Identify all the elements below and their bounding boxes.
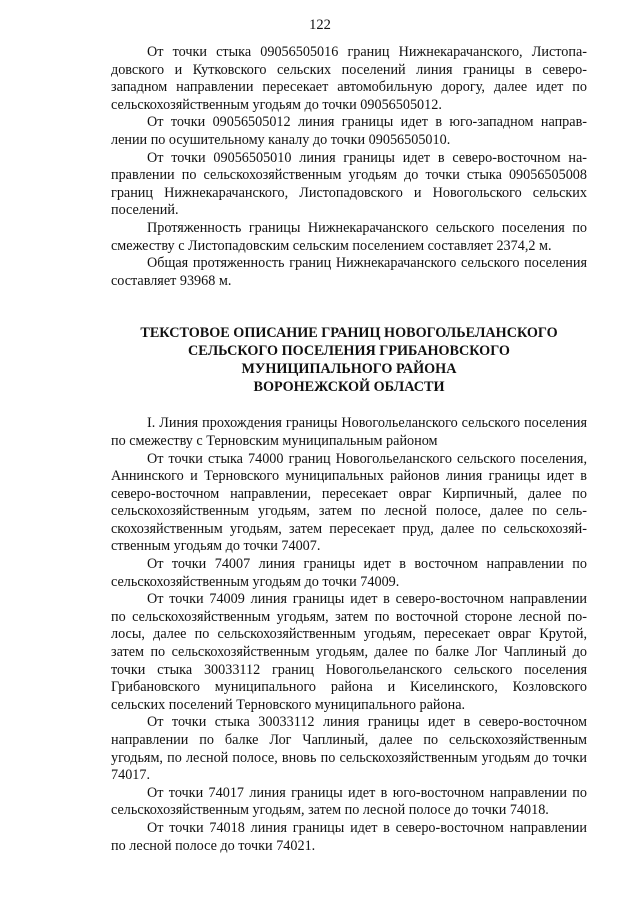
heading-line-1: ТЕКСТОВОЕ ОПИСАНИЕ ГРАНИЦ НОВОГОЛЬЕЛАНСКОГО <box>140 325 558 342</box>
paragraph-5: Общая протяженность границ Нижнекарачанского сельского поселения составляет 93968 м. <box>111 255 587 289</box>
paragraph-7: От точки стыка 74000 границ Новогольеланского сельского поселения, Аннинского и Терновского муниципальных районов линия границы идет в северо-восточном направлении, пересекает овраг Кирпичный, далее по сельскохозяйственным угодьям, затем по лесной полосе, далее по сельскохозяйственным угодьям, затем пересекает пруд, далее по сельскохозяйственным угодьям до точки 74007. <box>111 450 587 555</box>
paragraph-12: От точки 74018 линия границы идет в северо-восточном направлении по лесной полосе до точки 74021. <box>111 819 587 854</box>
paragraph-11: От точки 74017 линия границы идет в юго-восточном направлении по сельскохозяйственным угодьям, затем по лесной полосе до точки 74018. <box>111 784 587 819</box>
page-number: 122 <box>309 17 331 33</box>
paragraph-6: I. Линия прохождения границы Новогольеланского сельского поселения по смежеству с Терновским муниципальным районом <box>111 415 587 449</box>
heading-line-3: МУНИЦИПАЛЬНОГО РАЙОНА <box>241 361 457 378</box>
paragraph-9: От точки 74009 линия границы идет в северо-восточном направлении по сельскохозяйственным угодьям, затем по восточной стороне лесной полосы, далее по сельскохозяйственным угодьям, пересекает овраг Крутой, затем по сельскохозяйственным угодьям, далее по балке Лог Чаплиный до точки стыка 30033112 границ Новогольеланского сельского поселения Грибановского муниципального района и Киселинского, Козловского сельских поселений Терновского муниципального района. <box>111 591 587 713</box>
paragraph-3: От точки 09056505010 линия границы идет в северо-восточном направлении по сельскохозяйственным угодьям до точки стыка 09056505008 границ Нижнекарачанского, Листопадовского и Новогольского сельских поселений. <box>111 149 587 219</box>
document-body <box>111 44 587 855</box>
section-heading <box>111 324 587 396</box>
paragraph-8: От точки 74007 линия границы идет в восточном направлении по сельскохозяйственным угодьям до точки 74009. <box>111 556 587 590</box>
heading-line-2: СЕЛЬСКОГО ПОСЕЛЕНИЯ ГРИБАНОВСКОГО <box>188 343 510 360</box>
paragraph-1: От точки стыка 09056505016 границ Нижнекарачанского, Листопадовского и Кутковского сельских поселений линия границы в северо-западном направлении пересекает автомобильную дорогу, далее идет по сельскохозяйственным угодьям до точки 09056505012. <box>111 44 587 113</box>
paragraph-10: От точки стыка 30033112 линия границы идет в северо-восточном направлении по балке Лог Чаплиный, далее по сельскохозяйственным угодьям, по лесной полосе, вновь по сельскохозяйственным угодьям до точки 74017. <box>111 714 587 784</box>
paragraph-4: Протяженность границы Нижнекарачанского сельского поселения по смежеству с Листопадовским сельским поселением составляет 2374,2 м. <box>111 219 587 254</box>
heading-line-4: ВОРОНЕЖСКОЙ ОБЛАСТИ <box>253 379 445 396</box>
paragraph-2: От точки 09056505012 линия границы идет в юго-западном направлении по осушительному каналу до точки 09056505010. <box>111 114 587 148</box>
